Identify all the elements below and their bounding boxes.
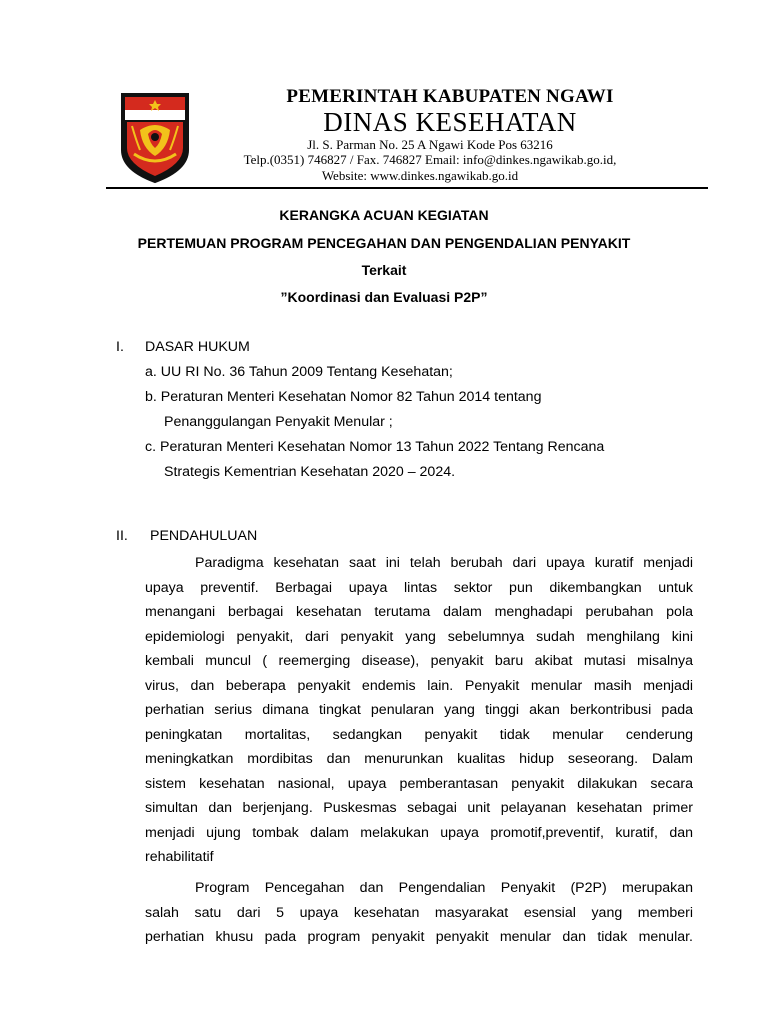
government-name: PEMERINTAH KABUPATEN NGAWI — [286, 86, 614, 107]
paragraph-line: meningkatkan mordibitas dan menurunkan kualitas hidup seseorang. Dalam — [145, 751, 693, 767]
office-contact: Telp.(0351) 746827 / Fax. 746827 Email: info@dinkes.ngawikab.go.id, — [243, 152, 617, 167]
paragraph-line: perhatian khusu pada program penyakit penyakit menular dan tidak menular. — [145, 929, 693, 945]
paragraph-line: peningkatan mortalitas, sedangkan penyakit tidak menular cenderung — [145, 726, 693, 743]
section-2-heading: PENDAHULUAN — [150, 528, 258, 544]
paragraph-line: Program Pencegahan dan Pengendalian Penyakit (P2P) merupakan — [195, 880, 693, 896]
ngawi-regency-emblem-icon — [118, 90, 192, 184]
paragraph-line: Paradigma kesehatan saat ini telah berubah dari upaya kuratif menjadi — [195, 555, 693, 571]
paragraph-line: menjadi ujung tombak dalam melakukan upaya promotif,preventif, kuratif, dan — [145, 824, 693, 841]
document-subtitle: PERTEMUAN PROGRAM PENCEGAHAN DAN PENGENDALIAN PENYAKIT — [137, 235, 631, 251]
legal-basis-item: a. UU RI No. 36 Tahun 2009 Tentang Kesehatan; — [145, 364, 453, 380]
section-1-heading: DASAR HUKUM — [145, 339, 250, 355]
legal-basis-item: b. Peraturan Menteri Kesehatan Nomor 82 Tahun 2014 tentang — [145, 389, 542, 405]
paragraph-line: menangani berbagai kesehatan terutama dalam menghadapi perubahan pola — [145, 604, 693, 620]
document-topic: ”Koordinasi dan Evaluasi P2P” — [280, 289, 488, 305]
paragraph-line: upaya preventif. Berbagai upaya lintas sektor pun dikembangkan untuk — [145, 579, 693, 596]
paragraph-line: sistem kesehatan nasional, upaya pemberantasan penyakit dilakukan secara — [145, 775, 693, 792]
paragraph-line: epidemiologi penyakit, dari penyakit yang sebelumnya sudah menghilang kini — [145, 628, 693, 645]
paragraph-line: kembali muncul ( reemerging disease), penyakit baru akibat mutasi misalnya — [145, 653, 693, 669]
letterhead-divider — [106, 187, 708, 189]
office-website: Website: www.dinkes.ngawikab.go.id — [321, 168, 519, 183]
introduction-paragraph-1 — [145, 551, 693, 870]
office-address: Jl. S. Parman No. 25 A Ngawi Kode Pos 63216 — [307, 137, 553, 152]
paragraph-line: salah satu dari 5 upaya kesehatan masyarakat esensial yang memberi — [145, 904, 693, 921]
paragraph-line: simultan dan berjenjang. Puskesmas sebagai unit pelayanan kesehatan primer — [145, 800, 693, 816]
document-related-label: Terkait — [361, 262, 407, 278]
legal-basis-item-continuation: Penanggulangan Penyakit Menular ; — [164, 414, 393, 430]
paragraph-line: rehabilitatif — [145, 849, 214, 865]
paragraph-line: virus, dan beberapa penyakit endemis lain. Penyakit menular masih menjadi — [145, 677, 693, 694]
section-2-number: II. — [116, 528, 128, 544]
department-name: DINAS KESEHATAN — [323, 107, 577, 137]
section-1-number: I. — [116, 339, 124, 355]
paragraph-line: perhatian serius dimana tingkat penularan yang tinggi akan berkontribusi pada — [145, 702, 693, 718]
document-title: KERANGKA ACUAN KEGIATAN — [279, 207, 489, 223]
introduction-paragraph-2 — [145, 876, 693, 950]
legal-basis-item: c. Peraturan Menteri Kesehatan Nomor 13 Tahun 2022 Tentang Rencana — [145, 439, 605, 455]
legal-basis-item-continuation: Strategis Kementrian Kesehatan 2020 – 2024. — [164, 464, 456, 480]
